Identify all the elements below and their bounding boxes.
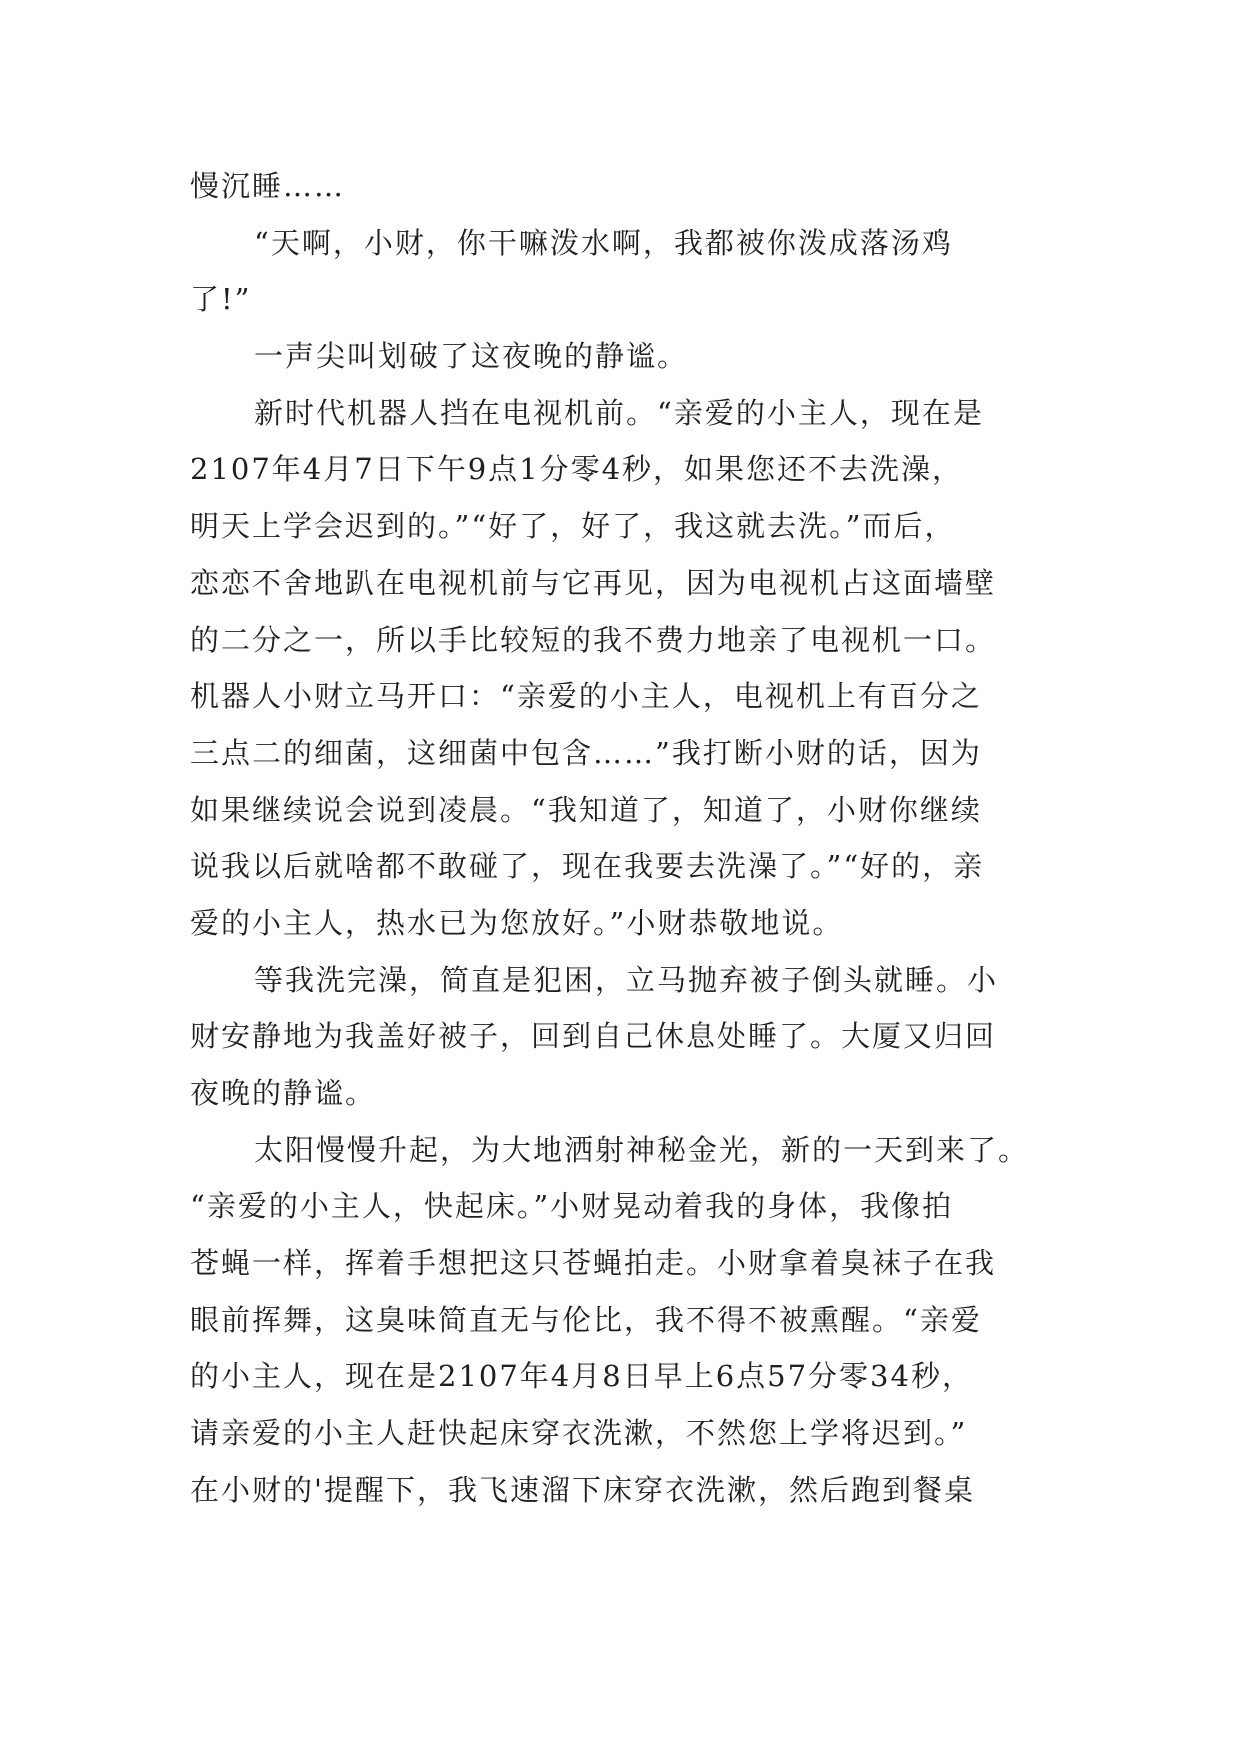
text-line: “亲爱的小主人，快起床。”小财晃动着我的身体，我像拍 (190, 1189, 954, 1224)
text-line: 的小主人，现在是2107年4月8日早上6点57分零34秒， (190, 1359, 973, 1394)
text-line: 2107年4月7日下午9点1分零4秒，如果您还不去洗澡， (190, 452, 964, 487)
text-line: 慢沉睡…… (190, 169, 346, 203)
text-line: 恋恋不舍地趴在电视机前与它再见，因为电视机占这面墙壁 (190, 565, 997, 600)
text-line: 请亲爱的小主人赶快起床穿衣洗漱，不然您上学将迟到。” (190, 1416, 968, 1451)
text-line: 新时代机器人挡在电视机前。“亲爱的小主人，现在是 (254, 395, 984, 430)
document-body (190, 158, 1070, 1519)
text-line: 三点二的细菌，这细菌中包含……”我打断小财的话，因为 (190, 735, 982, 770)
text-line: 的二分之一，所以手比较短的我不费力地亲了电视机一口。 (190, 622, 997, 657)
text-line: 了!” (190, 282, 252, 317)
text-line: 财安静地为我盖好被子，回到自己休息处睡了。大厦又归回 (190, 1019, 997, 1054)
text-line: “天啊，小财，你干嘛泼水啊，我都被你泼成落汤鸡 (254, 225, 953, 260)
text-line: 苍蝇一样，挥着手想把这只苍蝇拍走。小财拿着臭袜子在我 (190, 1246, 997, 1281)
text-line: 眼前挥舞，这臭味简直无与伦比，我不得不被熏醒。“亲爱 (190, 1302, 982, 1337)
text-line: 明天上学会迟到的。”“好了，好了，我这就去洗。”而后， (190, 509, 956, 544)
text-line: 等我洗完澡，简直是犯困，立马抛弃被子倒头就睡。小 (254, 962, 999, 997)
text-line: 在小财的'提醒下，我飞速溜下床穿衣洗漱，然后跑到餐桌 (190, 1472, 975, 1507)
text-line: 一声尖叫划破了这夜晚的静谧。 (254, 339, 689, 374)
text-line: 夜晚的静谧。 (190, 1076, 377, 1110)
text-line: 说我以后就啥都不敢碰了，现在我要去洗澡了。”“好的，亲 (190, 849, 985, 884)
text-line: 机器人小财立马开口：“亲爱的小主人，电视机上有百分之 (190, 679, 982, 714)
text-line: 爱的小主人，热水已为您放好。”小财恭敬地说。 (190, 905, 844, 940)
text-line: 太阳慢慢升起，为大地洒射神秘金光，新的一天到来了。 (254, 1132, 1030, 1167)
text-line: 如果继续说会说到凌晨。“我知道了，知道了，小财你继续 (190, 792, 982, 827)
